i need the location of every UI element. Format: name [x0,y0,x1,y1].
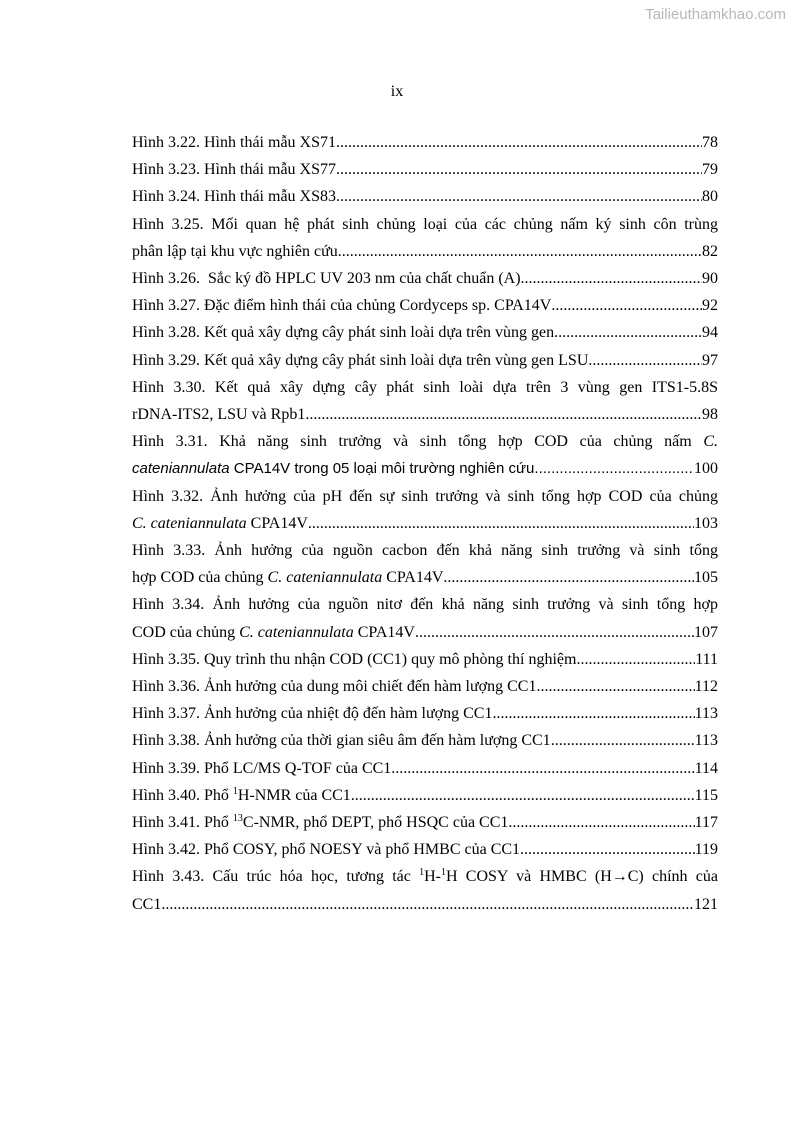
entry-page: 100 [694,460,718,478]
entry-label: Hình 3.34. Ảnh hưởng của nguồn nitơ đến khả năng sinh trưởng và sinh tổng hợp [132,596,718,614]
leader-dots [588,347,702,374]
toc-entry[interactable] [132,347,718,374]
toc-entry[interactable] [132,727,718,754]
entry-label-text: H COSY và HMBC (H→C) chính của [446,868,719,886]
leader-dots [551,292,702,319]
entry-label-text: hợp COD của chủng [132,569,268,587]
entry-page: 111 [695,650,718,668]
leader-dots [534,455,694,482]
entry-label: Hình 3.39. Phổ LC/MS Q-TOF của CC1 [132,759,392,777]
entry-label: Hình 3.42. Phổ COSY, phổ NOESY và phổ HMBC của CC1 [132,841,521,859]
leader-dots [508,809,694,836]
leader-dots [161,891,694,918]
toc-entry[interactable] [132,292,718,319]
leader-dots [520,836,695,863]
leader-dots [521,265,702,292]
superscript: 1 [441,867,446,879]
toc-entry[interactable] [132,156,718,183]
entry-label-cont: phân lập tại khu vực nghiên cứu [132,242,338,260]
toc-entry[interactable] [132,646,718,673]
toc-entry[interactable] [132,183,718,210]
entry-label: Hình 3.37. Ảnh hưởng của nhiệt độ đến hàm lượng CC1 [132,705,493,723]
entry-label-text: CPA14V [382,569,444,587]
entry-label-text: C-NMR, phổ DEPT, phổ HSQC của CC1 [242,814,509,832]
leader-dots [308,510,694,537]
entry-label: Hình 3.33. Ảnh hưởng của nguồn cacbon đến khả năng sinh trưởng và sinh tổng [132,542,718,560]
toc-entry[interactable] [132,782,718,809]
entry-page: 90 [702,270,718,288]
entry-page: 105 [694,569,718,587]
entry-page: 119 [694,841,718,859]
entry-label: Hình 3.36. Ảnh hưởng của dung môi chiết đến hàm lượng CC1 [132,678,537,696]
leader-dots [305,401,702,428]
entry-label-text: Hình 3.41. Phổ [132,814,233,832]
species-name: C. cateniannulata [239,623,354,641]
entry-page: 98 [702,406,718,424]
entry-label-text: Hình 3.43. Cấu trúc hóa học, tương tác [132,868,420,886]
entry-page: 79 [702,161,718,179]
leader-dots [336,156,702,183]
toc-entry[interactable] [132,483,718,537]
entry-label [132,809,508,836]
entry-page: 121 [694,895,718,913]
entry-page: 92 [702,297,718,315]
entry-label: Hình 3.32. Ảnh hưởng của pH đến sự sinh trưởng và sinh tổng hợp COD của chủng [132,487,718,505]
leader-dots [443,564,694,591]
entry-label-cont [132,619,415,646]
entry-page: 107 [694,623,718,641]
toc-entry[interactable] [132,863,718,917]
entry-page: 115 [694,786,718,804]
entry-label: Hình 3.29. Kết quả xây dựng cây phát sinh loài dựa trên vùng gen LSU [132,351,589,369]
entry-label-cont [132,564,443,591]
toc-entry[interactable] [132,319,718,346]
entry-label: Hình 3.27. Đặc điểm hình thái của chủng Cordyceps sp. CPA14V [132,297,552,315]
entry-page: 103 [694,514,718,532]
entry-label-text: COD của chủng [132,623,240,641]
leader-dots [351,782,695,809]
superscript: 1 [419,867,425,879]
entry-page: 82 [702,242,718,260]
entry-label-text: H-NMR của CC1 [237,786,351,804]
leader-dots [554,319,702,346]
entry-page: 80 [702,188,718,206]
leader-dots [551,727,695,754]
figure-list [132,129,718,918]
leader-dots [492,700,694,727]
toc-entry[interactable] [132,428,718,482]
entry-label [132,782,351,809]
entry-label-text: CPA14V [353,623,415,641]
superscript: 1 [232,785,238,797]
leader-dots [576,646,695,673]
superscript: 13 [232,813,243,825]
entry-page: 114 [694,759,718,777]
entry-label-cont [132,455,534,482]
entry-page: 112 [694,678,718,696]
toc-entry[interactable] [132,129,718,156]
species-name: C. cateniannulata [132,514,247,532]
entry-label-cont: CC1 [132,895,162,913]
entry-page: 78 [702,134,718,151]
entry-page: 117 [694,814,718,832]
toc-entry[interactable] [132,809,718,836]
entry-label [132,863,718,890]
toc-entry[interactable] [132,836,718,863]
entry-page: 97 [702,351,718,369]
leader-dots [336,183,702,210]
entry-label: Hình 3.38. Ảnh hưởng của thời gian siêu âm đến hàm lượng CC1 [132,732,551,750]
toc-entry[interactable] [132,700,718,727]
toc-entry[interactable] [132,673,718,700]
page-number: ix [390,83,404,100]
entry-label [132,428,718,455]
entry-label-text: CPA14V trong 05 loại môi trường nghiên cứu [229,460,535,478]
entry-label-text: H- [424,868,441,886]
entry-page: 94 [702,324,718,342]
species-name: C. [703,433,718,451]
entry-label: Hình 3.28. Kết quả xây dựng cây phát sinh loài dựa trên vùng gen [132,324,555,342]
entry-label-text: Hình 3.31. Khả năng sinh trưởng và sinh tổng hợp COD của chủng nấm [132,433,692,451]
entry-label: Hình 3.22. Hình thái mẫu XS71 [132,134,336,151]
toc-entry[interactable] [132,755,718,782]
entry-label-text: CPA14V [246,514,308,532]
toc-entry[interactable] [132,591,718,645]
toc-entry[interactable] [132,265,718,292]
leader-dots [415,619,694,646]
entry-label: Hình 3.25. Mối quan hệ phát sinh chủng loại của các chủng nấm ký sinh côn trùng [132,215,718,233]
species-name: cateniannulata [132,460,230,478]
toc-entry[interactable] [132,374,718,428]
entry-label: Hình 3.30. Kết quả xây dựng cây phát sinh loài dựa trên 3 vùng gen ITS1-5.8S [132,378,718,396]
entry-page: 113 [694,705,718,723]
leader-dots [338,238,702,265]
leader-dots [536,673,694,700]
leader-dots [391,755,694,782]
toc-entry[interactable] [132,211,718,265]
toc-entry[interactable] [132,537,718,591]
watermark: Tailieuthamkhao.com [645,6,786,23]
entry-label: Hình 3.24. Hình thái mẫu XS83 [132,188,336,206]
leader-dots [336,129,702,156]
entry-label: Hình 3.26. Sắc ký đồ HPLC UV 203 nm của chất chuẩn (A) [132,270,521,288]
species-name: C. cateniannulata [267,569,383,587]
entry-label-text: Hình 3.40. Phổ [132,786,233,804]
entry-label-cont: rDNA-ITS2, LSU và Rpb1 [132,406,306,424]
entry-label: Hình 3.35. Quy trình thu nhận COD (CC1) quy mô phòng thí nghiệm [132,650,577,668]
entry-label: Hình 3.23. Hình thái mẫu XS77 [132,161,336,179]
entry-label-cont [132,510,308,537]
entry-page: 113 [694,732,718,750]
